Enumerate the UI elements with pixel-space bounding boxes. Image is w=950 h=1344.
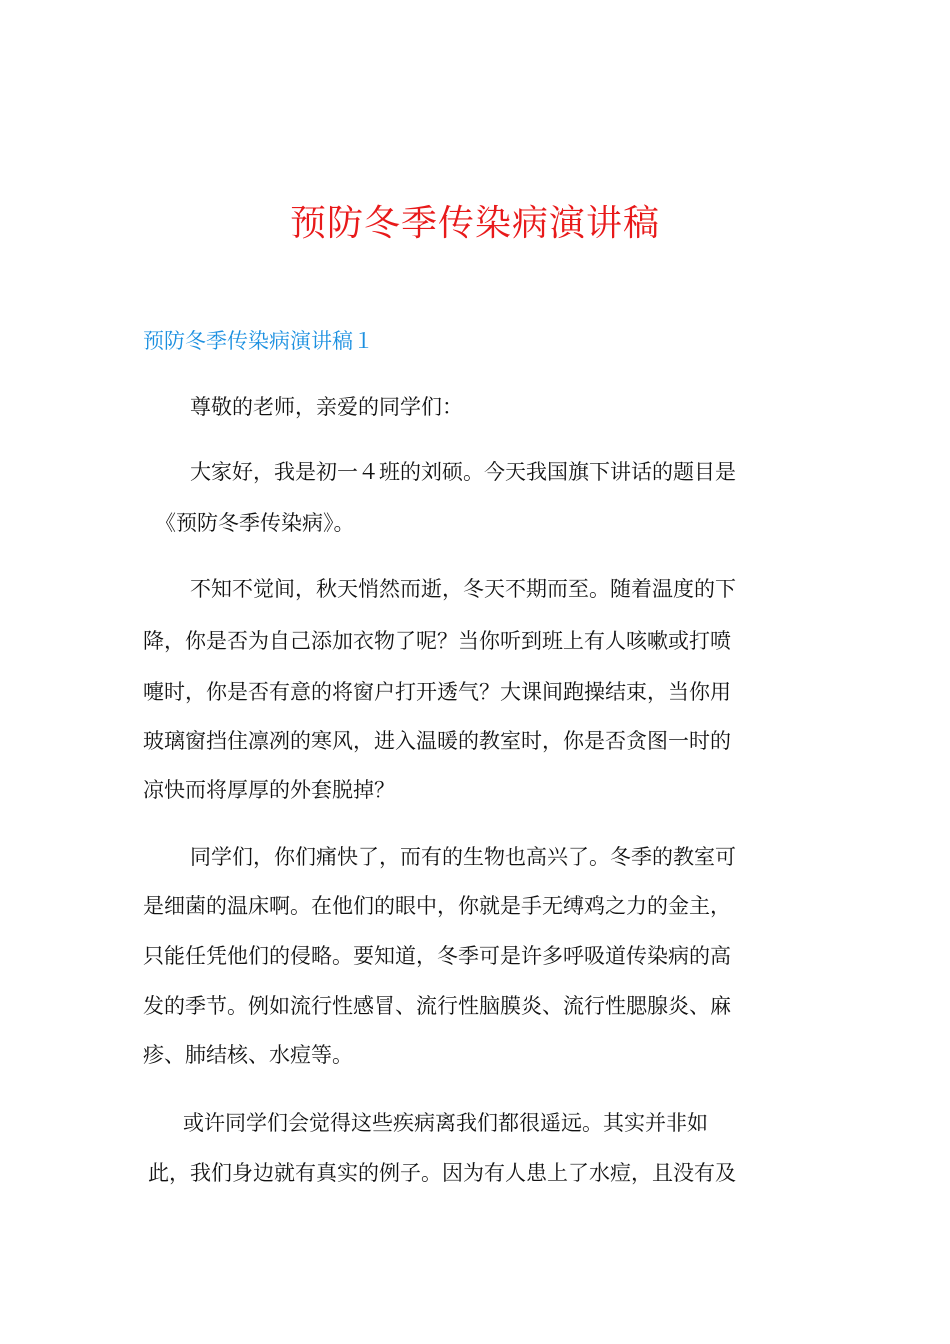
paragraph-line: 此，我们身边就有真实的例子。因为有人患上了水痘，且没有及: [148, 1161, 736, 1185]
paragraph-line: 只能任凭他们的侵略。要知道，冬季可是许多呼吸道传染病的高: [143, 944, 731, 968]
paragraph-line: 凉快而将厚厚的外套脱掉？: [143, 778, 395, 802]
paragraph-line: 不知不觉间，秋天悄然而逝，冬天不期而至。随着温度的下: [190, 577, 736, 601]
paragraph-line: 发的季节。例如流行性感冒、流行性脑膜炎、流行性腮腺炎、麻: [143, 994, 731, 1018]
paragraph-line: 玻璃窗挡住凛冽的寒风，进入温暖的教室时，你是否贪图一时的: [143, 729, 731, 753]
paragraph-line: 降，你是否为自己添加衣物了呢？当你听到班上有人咳嗽或打喷: [143, 629, 731, 653]
paragraph-line: 疹、肺结核、水痘等。: [143, 1043, 353, 1067]
paragraph-line: 同学们，你们痛快了，而有的生物也高兴了。冬季的教室可: [190, 845, 736, 869]
paragraph-line: 是细菌的温床啊。在他们的眼中，你就是手无缚鸡之力的金主，: [143, 894, 731, 918]
paragraph-line: 或许同学们会觉得这些疾病离我们都很遥远。其实并非如: [183, 1111, 708, 1135]
salutation-line: 尊敬的老师，亲爱的同学们：: [190, 395, 463, 419]
paragraph-line: 嚏时，你是否有意的将窗户打开透气？大课间跑操结束，当你用: [143, 680, 731, 704]
document-title: 预防冬季传染病演讲稿: [289, 203, 660, 244]
paragraph-line: 《预防冬季传染病》。: [155, 511, 355, 535]
section-heading: 预防冬季传染病演讲稿１: [143, 329, 374, 353]
paragraph-line: 大家好，我是初一４班的刘硕。今天我国旗下讲话的题目是: [190, 460, 736, 484]
